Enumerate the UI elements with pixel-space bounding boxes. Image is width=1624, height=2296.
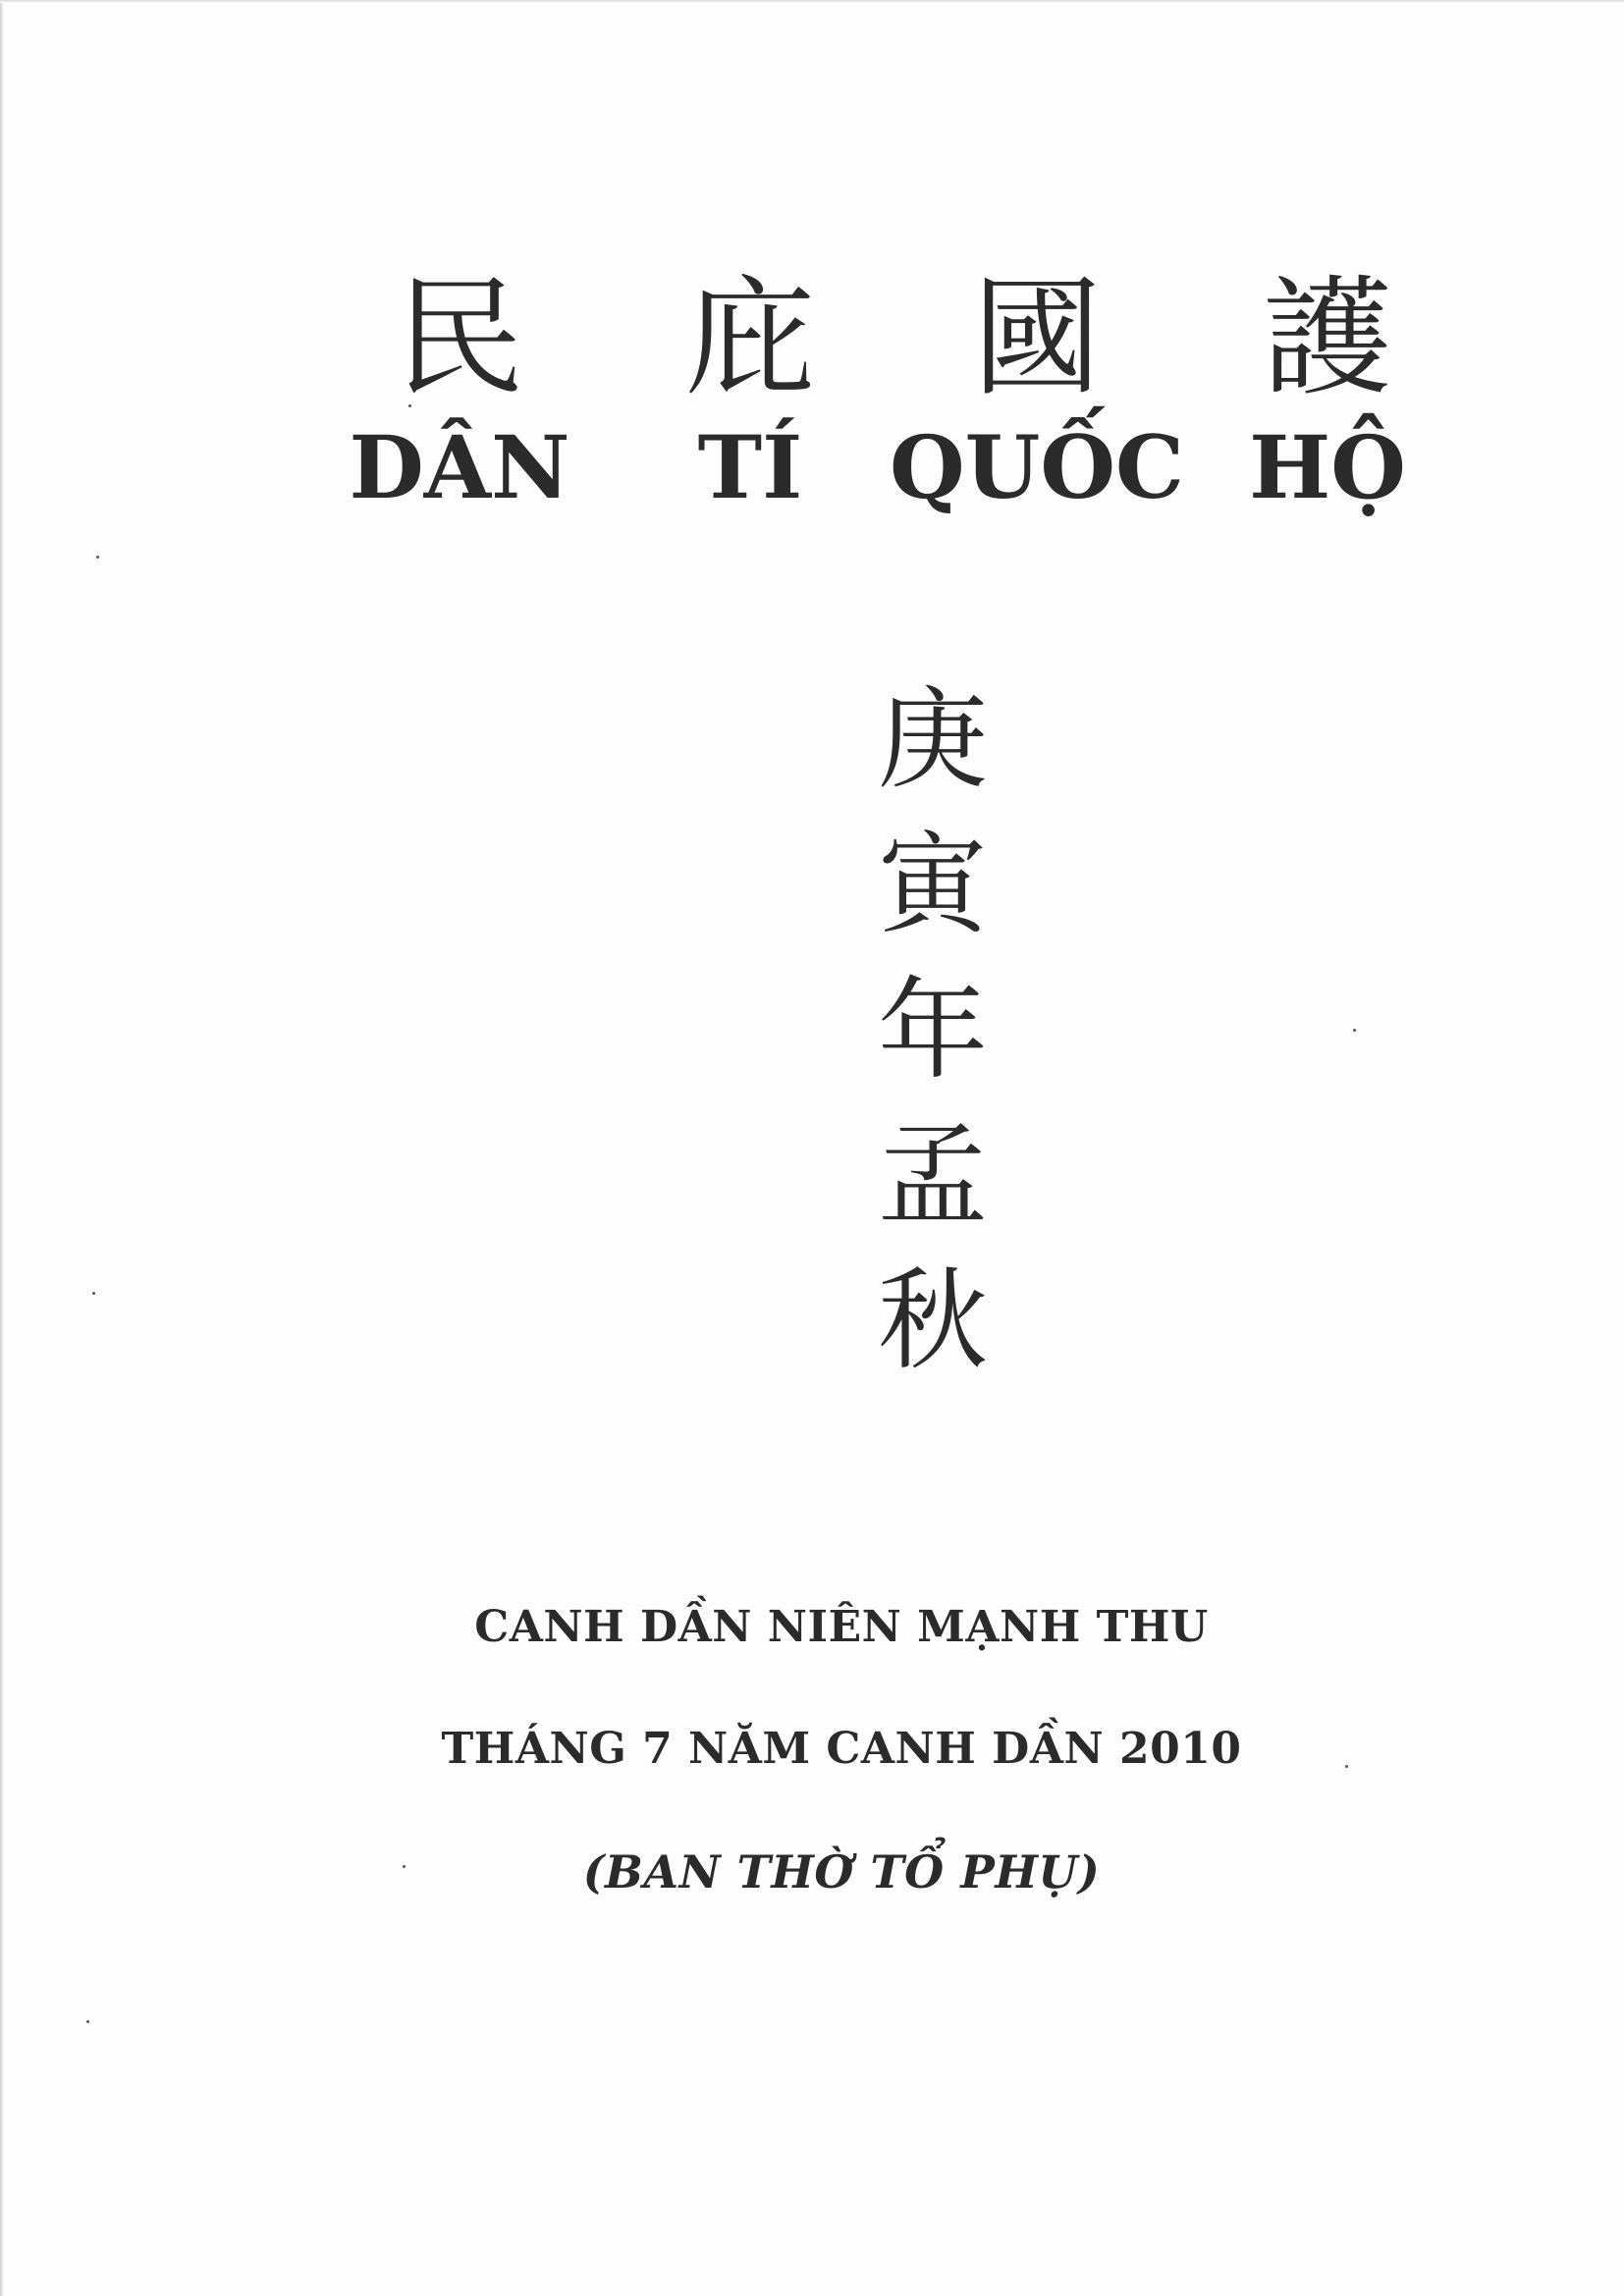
vietnamese-reading: DÂN bbox=[349, 416, 570, 518]
vertical-han-char: 庚 bbox=[878, 676, 988, 804]
title-column-quoc bbox=[890, 265, 1184, 516]
vertical-date-han bbox=[864, 667, 1001, 1394]
han-character: 國 bbox=[972, 263, 1102, 414]
title-column-dan bbox=[342, 265, 577, 516]
vietnamese-reading: TÍ bbox=[697, 416, 803, 518]
scan-speck bbox=[92, 1292, 95, 1295]
vietnamese-reading: HỘ bbox=[1249, 416, 1406, 518]
vietnamese-reading: QUỐC bbox=[890, 416, 1185, 518]
scan-edge-left bbox=[0, 0, 4, 2296]
vertical-han-char: 秋 bbox=[878, 1257, 988, 1385]
date-reading-line: CANH DẦN NIÊN MẠNH THU bbox=[474, 1602, 1209, 1652]
title-column-ho bbox=[1210, 265, 1445, 516]
han-character: 護 bbox=[1263, 263, 1392, 414]
scan-speck bbox=[1353, 1029, 1356, 1032]
vertical-han-char: 孟 bbox=[878, 1112, 988, 1240]
vertical-han-char: 寅 bbox=[878, 822, 988, 949]
han-character: 民 bbox=[395, 263, 524, 414]
vertical-han-char: 年 bbox=[878, 967, 988, 1095]
scan-speck bbox=[86, 2020, 89, 2023]
altar-label: (BAN THỜ TỔ PHỤ) bbox=[582, 1845, 1101, 1898]
scan-edge-top bbox=[0, 0, 1624, 3]
han-character: 庇 bbox=[685, 263, 815, 414]
title-column-ti bbox=[632, 265, 868, 516]
scan-speck bbox=[96, 556, 99, 559]
date-line: THÁNG 7 NĂM CANH DẦN 2010 bbox=[441, 1724, 1242, 1774]
